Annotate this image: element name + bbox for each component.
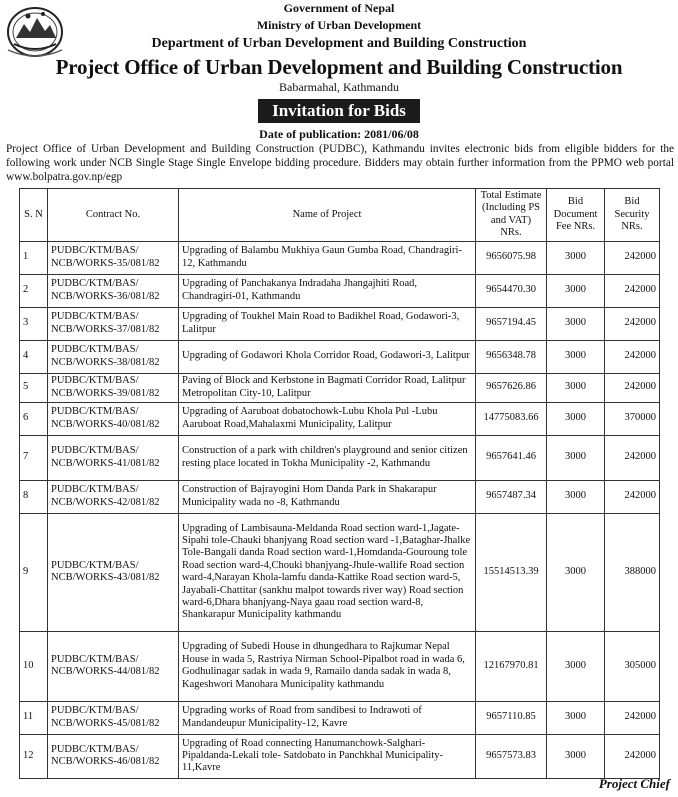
cell-name: Construction of a park with children's playground and senior citizen resting place located in Tokha Municipality -2, Kathmandu — [179, 435, 476, 480]
cell-contract: PUDBC/KTM/BAS/ NCB/WORKS-40/081/82 — [48, 402, 179, 435]
table-row — [20, 435, 660, 480]
table-row — [20, 307, 660, 340]
cell-sn: 7 — [20, 435, 48, 480]
cell-sn: 4 — [20, 340, 48, 373]
table-row — [20, 631, 660, 701]
cell-fee: 3000 — [547, 701, 605, 734]
cell-contract: PUDBC/KTM/BAS/ NCB/WORKS-35/081/82 — [48, 241, 179, 274]
table-row — [20, 373, 660, 402]
cell-fee: 3000 — [547, 513, 605, 631]
header-ministry: Ministry of Urban Development — [256, 18, 422, 32]
cell-name: Construction of Bajrayogini Hom Danda Park in Shakarapur Municipality wada no -8, Kathmandu — [179, 480, 476, 513]
cell-fee: 3000 — [547, 241, 605, 274]
table-row — [20, 241, 660, 274]
header-department: Department of Urban Development and Building Construction — [151, 36, 527, 51]
cell-security: 242000 — [605, 307, 660, 340]
cell-fee: 3000 — [547, 340, 605, 373]
cell-contract: PUDBC/KTM/BAS/ NCB/WORKS-39/081/82 — [48, 373, 179, 402]
cell-security: 242000 — [605, 274, 660, 307]
cell-estimate: 9657626.86 — [476, 373, 547, 402]
cell-name: Upgrading of Panchakanya Indradaha Jhangajhiti Road, Chandragiri-01, Kathmandu — [179, 274, 476, 307]
cell-name: Upgrading of Aaruboat dobatochowk-Lubu Khola Pul -Lubu Aaruboat Road,Mahalaxmi Municipality, Lalitpur — [179, 402, 476, 435]
cell-estimate: 14775083.66 — [476, 402, 547, 435]
cell-security: 242000 — [605, 701, 660, 734]
signature-project-chief: Project Chief — [598, 776, 670, 791]
table-row — [20, 701, 660, 734]
cell-estimate: 9657110.85 — [476, 701, 547, 734]
cell-contract: PUDBC/KTM/BAS/ NCB/WORKS-44/081/82 — [48, 631, 179, 701]
cell-sn: 1 — [20, 241, 48, 274]
table-row — [20, 402, 660, 435]
cell-fee: 3000 — [547, 402, 605, 435]
cell-fee: 3000 — [547, 307, 605, 340]
cell-estimate: 9656348.78 — [476, 340, 547, 373]
cell-estimate: 9656075.98 — [476, 241, 547, 274]
table-row — [20, 734, 660, 778]
cell-security: 242000 — [605, 241, 660, 274]
header-address: Babarmahal, Kathmandu — [279, 80, 399, 94]
cell-name: Upgrading of Lambisauna-Meldanda Road section ward-1,Jagate-Sipahi tole-Chauki bhanjyang Road section ward -1,Bataghar-Jhalke Tole-Bangali danda Road section ward-1,Homdanda-Gouroung tole Road section ward-4,Chouki bhanjyang-Jhule-wallife Road section ward-4,Narayan Khola-lamfu danda-Kattike Road section ward-5, Jayabali-Chattitar (sankhu malpot towards river way) Road section ward-6,Dhara bhanjyang-Naya gaau road section ward-8, Shankarapur Municipality kathmandu — [179, 513, 476, 631]
cell-security: 370000 — [605, 402, 660, 435]
cell-contract: PUDBC/KTM/BAS/ NCB/WORKS-42/081/82 — [48, 480, 179, 513]
table-row — [20, 513, 660, 631]
col-header-name: Name of Project — [179, 189, 476, 242]
cell-estimate: 15514513.39 — [476, 513, 547, 631]
cell-security: 388000 — [605, 513, 660, 631]
cell-name: Paving of Block and Kerbstone in Bagmati Corridor Road, Lalitpur Metropolitan City-10, Lalitpur — [179, 373, 476, 402]
col-header-estimate: Total Estimate (Including PS and VAT) NRs. — [476, 189, 547, 242]
col-header-sn: S. N — [20, 189, 48, 242]
cell-contract: PUDBC/KTM/BAS/ NCB/WORKS-45/081/82 — [48, 701, 179, 734]
cell-contract: PUDBC/KTM/BAS/ NCB/WORKS-37/081/82 — [48, 307, 179, 340]
cell-security: 242000 — [605, 340, 660, 373]
table-row — [20, 340, 660, 373]
cell-name: Upgrading of Road connecting Hanumanchowk-Salghari-Pipaldanda-Lekali tole- Satdobato in Panchkhal Municipality-11,Kavre — [179, 734, 476, 778]
cell-sn: 10 — [20, 631, 48, 701]
cell-security: 242000 — [605, 480, 660, 513]
cell-sn: 6 — [20, 402, 48, 435]
bids-table — [19, 188, 660, 779]
cell-sn: 5 — [20, 373, 48, 402]
cell-fee: 3000 — [547, 373, 605, 402]
cell-security: 242000 — [605, 373, 660, 402]
cell-estimate: 9654470.30 — [476, 274, 547, 307]
col-header-fee: Bid Document Fee NRs. — [547, 189, 605, 242]
col-header-security: Bid Security NRs. — [605, 189, 660, 242]
table-header-row — [20, 189, 660, 242]
cell-name: Upgrading of Godawori Khola Corridor Road, Godawori-3, Lalitpur — [179, 340, 476, 373]
cell-fee: 3000 — [547, 734, 605, 778]
cell-contract: PUDBC/KTM/BAS/ NCB/WORKS-38/081/82 — [48, 340, 179, 373]
intro-paragraph: Project Office of Urban Development and Building Construction (PUDBC), Kathmandu invites electronic bids from eligible bidders for the following work under NCB Single Stage Single Envelope bidding procedure. Bidders may obtain further information from the PPMO web portal www.bolpatra.gov.np/egp — [6, 143, 674, 183]
cell-security: 305000 — [605, 631, 660, 701]
cell-sn: 8 — [20, 480, 48, 513]
cell-fee: 3000 — [547, 274, 605, 307]
cell-security: 242000 — [605, 435, 660, 480]
cell-estimate: 9657194.45 — [476, 307, 547, 340]
cell-name: Upgrading of Toukhel Main Road to Badikhel Road, Godawori-3, Lalitpur — [179, 307, 476, 340]
cell-security: 242000 — [605, 734, 660, 778]
cell-estimate: 9657487.34 — [476, 480, 547, 513]
cell-name: Upgrading works of Road from sandibesi to Indrawoti of Mandandeupur Municipality-12, Kavre — [179, 701, 476, 734]
table-row — [20, 480, 660, 513]
cell-contract: PUDBC/KTM/BAS/ NCB/WORKS-41/081/82 — [48, 435, 179, 480]
cell-fee: 3000 — [547, 480, 605, 513]
header-project-office: Project Office of Urban Development and Building Construction — [55, 55, 623, 79]
cell-name: Upgrading of Balambu Mukhiya Gaun Gumba Road, Chandragiri-12, Kathmandu — [179, 241, 476, 274]
cell-sn: 11 — [20, 701, 48, 734]
cell-name: Upgrading of Subedi House in dhungedhara to Rajkumar Nepal House in wada 5, Rastriya Nirman School-Pipalbot road in wada 6, Godhulinagar sadak in wada 9, Ramailo danda sadak in wada 8, Kageshwori Manohara Municipality kathmandu — [179, 631, 476, 701]
cell-fee: 3000 — [547, 435, 605, 480]
cell-contract: PUDBC/KTM/BAS/ NCB/WORKS-43/081/82 — [48, 513, 179, 631]
cell-contract: PUDBC/KTM/BAS/ NCB/WORKS-46/081/82 — [48, 734, 179, 778]
notice-title: Invitation for Bids — [258, 99, 420, 123]
cell-estimate: 9657641.46 — [476, 435, 547, 480]
table-row — [20, 274, 660, 307]
cell-sn: 9 — [20, 513, 48, 631]
col-header-contract: Contract No. — [48, 189, 179, 242]
cell-sn: 12 — [20, 734, 48, 778]
cell-estimate: 9657573.83 — [476, 734, 547, 778]
cell-contract: PUDBC/KTM/BAS/ NCB/WORKS-36/081/82 — [48, 274, 179, 307]
header-government: Government of Nepal — [283, 1, 395, 15]
cell-fee: 3000 — [547, 631, 605, 701]
publication-date: Date of publication: 2081/06/08 — [259, 127, 419, 141]
cell-sn: 3 — [20, 307, 48, 340]
cell-estimate: 12167970.81 — [476, 631, 547, 701]
cell-sn: 2 — [20, 274, 48, 307]
